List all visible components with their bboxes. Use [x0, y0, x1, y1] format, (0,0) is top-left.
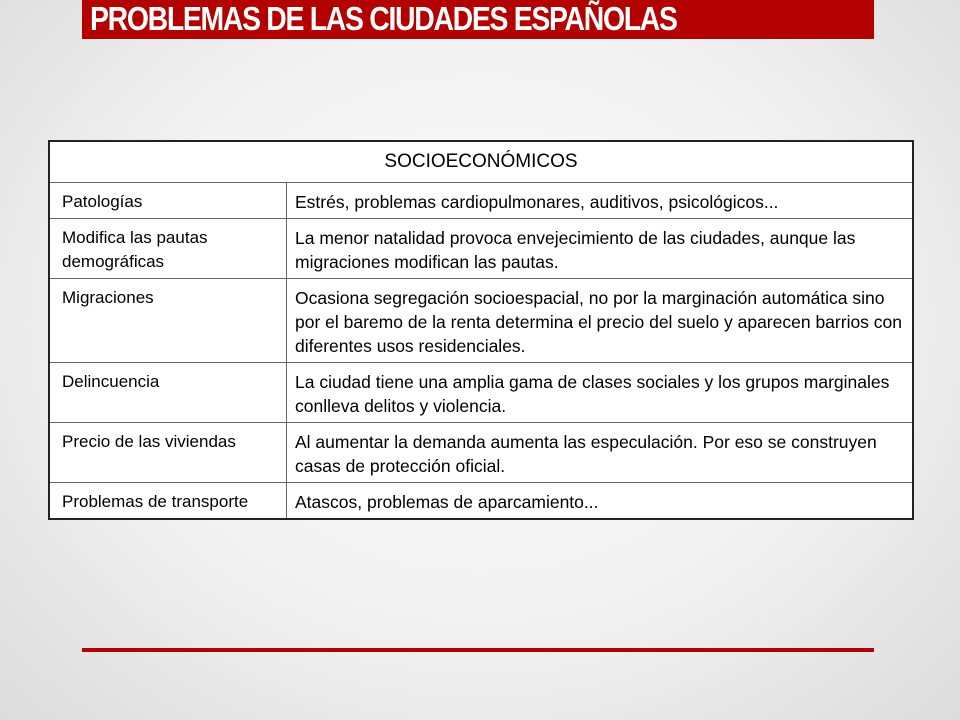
title-bar — [82, 0, 874, 39]
row-description: Estrés, problemas cardiopulmonares, auditivos, psicológicos... — [287, 183, 914, 219]
slide-title: PROBLEMAS DE LAS CIUDADES ESPAÑOLAS — [90, 0, 677, 37]
row-description: La ciudad tiene una amplia gama de clases sociales y los grupos marginales conlleva delitos y violencia. — [287, 363, 914, 423]
table-header-row — [49, 141, 913, 183]
table-row — [49, 219, 913, 279]
table-row — [49, 483, 913, 520]
table-header: SOCIOECONÓMICOS — [49, 141, 913, 183]
row-label: Problemas de transporte — [49, 483, 287, 520]
table-row — [49, 183, 913, 219]
row-label: Migraciones — [49, 279, 287, 363]
table-container — [48, 140, 914, 520]
problems-table — [48, 140, 914, 520]
row-description: Atascos, problemas de aparcamiento... — [287, 483, 914, 520]
row-description: La menor natalidad provoca envejecimiento de las ciudades, aunque las migraciones modifican las pautas. — [287, 219, 914, 279]
table-row — [49, 423, 913, 483]
bottom-accent-bar — [82, 648, 874, 652]
row-label: Delincuencia — [49, 363, 287, 423]
row-label: Patologías — [49, 183, 287, 219]
table-row — [49, 279, 913, 363]
row-description: Ocasiona segregación socioespacial, no por la marginación automática sino por el baremo de la renta determina el precio del suelo y aparecen barrios con diferentes usos residenciales. — [287, 279, 914, 363]
row-label: Modifica las pautas demográficas — [49, 219, 287, 279]
row-label: Precio de las viviendas — [49, 423, 287, 483]
table-row — [49, 363, 913, 423]
row-description: Al aumentar la demanda aumenta las especulación. Por eso se construyen casas de protección oficial. — [287, 423, 914, 483]
